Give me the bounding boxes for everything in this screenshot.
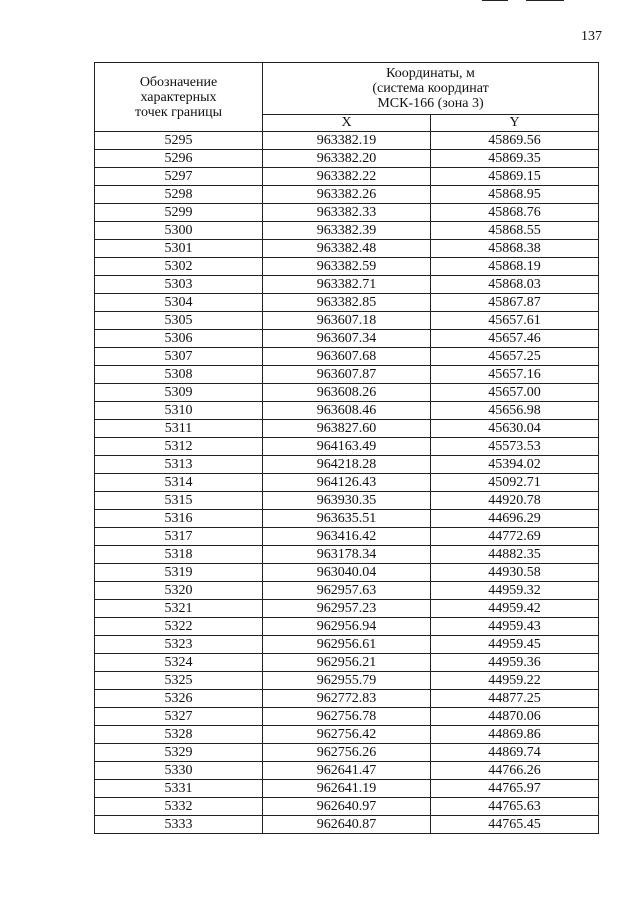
table-row (95, 456, 599, 474)
x-coordinate-cell: 963382.59 (263, 258, 431, 276)
x-coordinate-cell: 963608.26 (263, 384, 431, 402)
point-id-cell: 5298 (95, 186, 263, 204)
y-coordinate-cell: 44772.69 (431, 528, 599, 546)
table-row (95, 186, 599, 204)
x-coordinate-cell: 963382.39 (263, 222, 431, 240)
point-id-cell: 5317 (95, 528, 263, 546)
point-id-cell: 5296 (95, 150, 263, 168)
y-coordinate-cell: 44870.06 (431, 708, 599, 726)
point-id-cell: 5331 (95, 780, 263, 798)
header-point-line: характерных (140, 89, 217, 105)
y-coordinate-cell: 45394.02 (431, 456, 599, 474)
point-id-cell: 5307 (95, 348, 263, 366)
y-coordinate-cell: 45630.04 (431, 420, 599, 438)
y-coordinate-cell: 45868.95 (431, 186, 599, 204)
y-coordinate-cell: 44959.45 (431, 636, 599, 654)
y-coordinate-cell: 44959.36 (431, 654, 599, 672)
point-id-cell: 5313 (95, 456, 263, 474)
table-row (95, 672, 599, 690)
x-coordinate-cell: 963382.71 (263, 276, 431, 294)
y-coordinate-cell: 45657.00 (431, 384, 599, 402)
point-id-cell: 5327 (95, 708, 263, 726)
y-coordinate-cell: 45868.19 (431, 258, 599, 276)
header-y: Y (431, 114, 599, 131)
point-id-cell: 5301 (95, 240, 263, 258)
point-id-cell: 5330 (95, 762, 263, 780)
table-row (95, 564, 599, 582)
point-id-cell: 5308 (95, 366, 263, 384)
table-row (95, 636, 599, 654)
point-id-cell: 5303 (95, 276, 263, 294)
table-row (95, 438, 599, 456)
point-id-cell: 5329 (95, 744, 263, 762)
point-id-cell: 5297 (95, 168, 263, 186)
y-coordinate-cell: 45657.16 (431, 366, 599, 384)
x-coordinate-cell: 964218.28 (263, 456, 431, 474)
table-row (95, 474, 599, 492)
x-coordinate-cell: 962772.83 (263, 690, 431, 708)
y-coordinate-cell: 45657.46 (431, 330, 599, 348)
x-coordinate-cell: 963382.48 (263, 240, 431, 258)
point-id-cell: 5311 (95, 420, 263, 438)
header-x: X (263, 114, 431, 131)
y-coordinate-cell: 45868.55 (431, 222, 599, 240)
table-row (95, 654, 599, 672)
header-point-line: Обозначение (139, 74, 218, 90)
x-coordinate-cell: 962957.63 (263, 582, 431, 600)
point-id-cell: 5328 (95, 726, 263, 744)
point-id-cell: 5321 (95, 600, 263, 618)
x-coordinate-cell: 963827.60 (263, 420, 431, 438)
table-row (95, 240, 599, 258)
table-row (95, 222, 599, 240)
table-row (95, 258, 599, 276)
x-coordinate-cell: 964163.49 (263, 438, 431, 456)
y-coordinate-cell: 44696.29 (431, 510, 599, 528)
y-coordinate-cell: 44920.78 (431, 492, 599, 510)
point-id-cell: 5312 (95, 438, 263, 456)
y-coordinate-cell: 44959.42 (431, 600, 599, 618)
point-id-cell: 5323 (95, 636, 263, 654)
header-point-line: точек границы (135, 104, 222, 120)
x-coordinate-cell: 963416.42 (263, 528, 431, 546)
x-coordinate-cell: 963382.20 (263, 150, 431, 168)
x-coordinate-cell: 963382.26 (263, 186, 431, 204)
point-id-cell: 5332 (95, 798, 263, 816)
table-row (95, 492, 599, 510)
x-coordinate-cell: 963382.33 (263, 204, 431, 222)
point-id-cell: 5324 (95, 654, 263, 672)
x-coordinate-cell: 962756.42 (263, 726, 431, 744)
table-row (95, 528, 599, 546)
x-coordinate-cell: 963635.51 (263, 510, 431, 528)
point-id-cell: 5310 (95, 402, 263, 420)
table-row (95, 330, 599, 348)
x-coordinate-cell: 963607.87 (263, 366, 431, 384)
y-coordinate-cell: 44869.86 (431, 726, 599, 744)
table-row (95, 402, 599, 420)
point-id-cell: 5316 (95, 510, 263, 528)
point-id-cell: 5304 (95, 294, 263, 312)
header-coords-line: МСК-166 (зона 3) (377, 95, 484, 111)
point-id-cell: 5315 (95, 492, 263, 510)
point-id-cell: 5333 (95, 816, 263, 834)
table-row (95, 348, 599, 366)
point-id-cell: 5318 (95, 546, 263, 564)
x-coordinate-cell: 962956.21 (263, 654, 431, 672)
y-coordinate-cell: 45869.56 (431, 132, 599, 150)
y-coordinate-cell: 44959.22 (431, 672, 599, 690)
table-row (95, 294, 599, 312)
x-coordinate-cell: 962641.47 (263, 762, 431, 780)
x-coordinate-cell: 963607.34 (263, 330, 431, 348)
y-coordinate-cell: 44930.58 (431, 564, 599, 582)
y-coordinate-cell: 45868.38 (431, 240, 599, 258)
table-body (95, 132, 599, 834)
point-id-cell: 5314 (95, 474, 263, 492)
x-coordinate-cell: 963930.35 (263, 492, 431, 510)
x-coordinate-cell: 963607.18 (263, 312, 431, 330)
x-coordinate-cell: 962956.94 (263, 618, 431, 636)
point-id-cell: 5319 (95, 564, 263, 582)
point-id-cell: 5320 (95, 582, 263, 600)
x-coordinate-cell: 963040.04 (263, 564, 431, 582)
x-coordinate-cell: 962957.23 (263, 600, 431, 618)
top-rule-marks (482, 0, 572, 4)
y-coordinate-cell: 44765.45 (431, 816, 599, 834)
header-coordinates (263, 63, 599, 115)
header-point-designation (95, 63, 263, 132)
y-coordinate-cell: 45867.87 (431, 294, 599, 312)
y-coordinate-cell: 44959.32 (431, 582, 599, 600)
table-row (95, 150, 599, 168)
x-coordinate-cell: 964126.43 (263, 474, 431, 492)
y-coordinate-cell: 45657.61 (431, 312, 599, 330)
point-id-cell: 5322 (95, 618, 263, 636)
point-id-cell: 5299 (95, 204, 263, 222)
y-coordinate-cell: 44877.25 (431, 690, 599, 708)
point-id-cell: 5325 (95, 672, 263, 690)
x-coordinate-cell: 963608.46 (263, 402, 431, 420)
x-coordinate-cell: 962640.97 (263, 798, 431, 816)
point-id-cell: 5326 (95, 690, 263, 708)
table-row (95, 726, 599, 744)
y-coordinate-cell: 44765.97 (431, 780, 599, 798)
table-row (95, 780, 599, 798)
header-coords-line: Координаты, м (386, 65, 475, 81)
point-id-cell: 5295 (95, 132, 263, 150)
table-row (95, 204, 599, 222)
table-row (95, 384, 599, 402)
x-coordinate-cell: 963382.22 (263, 168, 431, 186)
y-coordinate-cell: 45868.76 (431, 204, 599, 222)
point-id-cell: 5300 (95, 222, 263, 240)
table-row (95, 798, 599, 816)
table-row (95, 168, 599, 186)
table-row (95, 708, 599, 726)
y-coordinate-cell: 44959.43 (431, 618, 599, 636)
x-coordinate-cell: 962756.78 (263, 708, 431, 726)
point-id-cell: 5306 (95, 330, 263, 348)
x-coordinate-cell: 962640.87 (263, 816, 431, 834)
table-row (95, 582, 599, 600)
x-coordinate-cell: 962756.26 (263, 744, 431, 762)
table-row (95, 132, 599, 150)
x-coordinate-cell: 962956.61 (263, 636, 431, 654)
x-coordinate-cell: 963382.85 (263, 294, 431, 312)
y-coordinate-cell: 44882.35 (431, 546, 599, 564)
page-number: 137 (581, 29, 602, 44)
table-row (95, 600, 599, 618)
y-coordinate-cell: 45657.25 (431, 348, 599, 366)
x-coordinate-cell: 962641.19 (263, 780, 431, 798)
table-row (95, 420, 599, 438)
y-coordinate-cell: 45092.71 (431, 474, 599, 492)
point-id-cell: 5302 (95, 258, 263, 276)
y-coordinate-cell: 45868.03 (431, 276, 599, 294)
table-row (95, 744, 599, 762)
y-coordinate-cell: 44869.74 (431, 744, 599, 762)
x-coordinate-cell: 963607.68 (263, 348, 431, 366)
table-row (95, 276, 599, 294)
x-coordinate-cell: 962955.79 (263, 672, 431, 690)
header-coords-line: (система координат (372, 80, 489, 96)
table-row (95, 366, 599, 384)
x-coordinate-cell: 963382.19 (263, 132, 431, 150)
table-row (95, 762, 599, 780)
table-row (95, 510, 599, 528)
y-coordinate-cell: 45573.53 (431, 438, 599, 456)
point-id-cell: 5309 (95, 384, 263, 402)
table-row (95, 690, 599, 708)
table-row (95, 546, 599, 564)
table-row (95, 816, 599, 834)
y-coordinate-cell: 44766.26 (431, 762, 599, 780)
coordinates-table (94, 62, 599, 834)
point-id-cell: 5305 (95, 312, 263, 330)
table-row (95, 312, 599, 330)
y-coordinate-cell: 45869.35 (431, 150, 599, 168)
x-coordinate-cell: 963178.34 (263, 546, 431, 564)
y-coordinate-cell: 44765.63 (431, 798, 599, 816)
y-coordinate-cell: 45869.15 (431, 168, 599, 186)
y-coordinate-cell: 45656.98 (431, 402, 599, 420)
table-row (95, 618, 599, 636)
